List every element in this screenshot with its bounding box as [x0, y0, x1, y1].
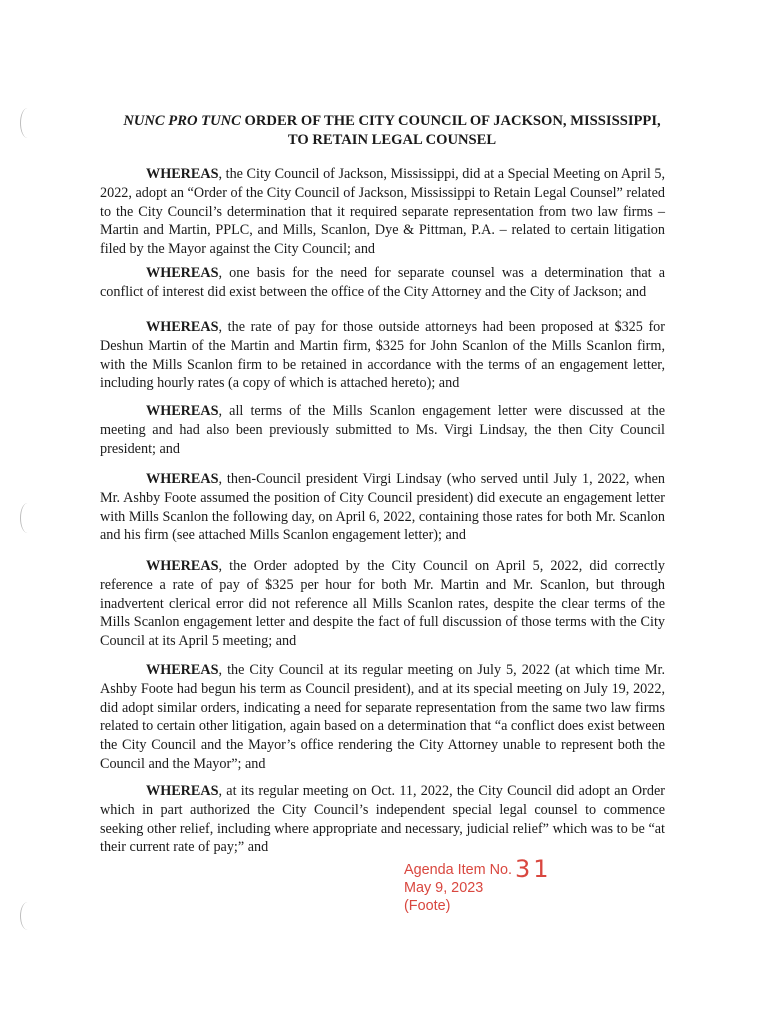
paragraph-text: , the rate of pay for those outside attorneys had been proposed at $325 for Deshun Martin of the Martin and Martin firm, $325 for John Scanlon of the Mills Scanlon firm, with the Mills Scanlon firm to be retained in accordance with the terms of an engagement letter, including hourly rates (a copy of which is attached hereto); and — [100, 319, 665, 392]
whereas-keyword: WHEREAS — [146, 783, 219, 799]
binder-hole-mark — [20, 108, 35, 138]
paragraph-text: , all terms of the Mills Scanlon engagement letter were discussed at the meeting and had also been previously submitted to Ms. Virgi Lindsay, the then City Council president; and — [100, 403, 665, 457]
binder-hole-mark — [20, 503, 35, 533]
binder-hole-mark — [20, 902, 35, 930]
title-rest: ORDER OF THE CITY COUNCIL OF JACKSON, MISSISSIPPI, — [244, 113, 661, 129]
agenda-date: May 9, 2023 — [404, 880, 484, 896]
whereas-keyword: WHEREAS — [146, 166, 219, 182]
whereas-paragraph — [100, 264, 665, 302]
whereas-paragraph — [100, 165, 665, 259]
paragraph-text: , then-Council president Virgi Lindsay (who served until July 1, 2022, when Mr. Ashby Foote assumed the position of City Council president) did execute an engagement letter with Mills Scanlon the following day, on April 6, 2022, containing those rates for both Mr. Scanlon and his firm (see attached Mills Scanlon engagement letter); and — [100, 471, 665, 544]
paragraph-text: , one basis for the need for separate counsel was a determination that a conflict of interest did exist between the office of the City Attorney and the City of Jackson; and — [100, 265, 665, 300]
agenda-stamp — [404, 855, 552, 915]
whereas-keyword: WHEREAS — [146, 403, 219, 419]
title-line2: TO RETAIN LEGAL COUNSEL — [287, 132, 497, 148]
whereas-keyword: WHEREAS — [146, 265, 219, 281]
whereas-paragraph — [100, 557, 665, 651]
whereas-paragraph — [100, 661, 665, 774]
whereas-paragraph — [100, 470, 665, 545]
whereas-keyword: WHEREAS — [146, 471, 219, 487]
whereas-paragraph — [100, 318, 665, 393]
whereas-keyword: WHEREAS — [146, 319, 219, 335]
paragraph-text: , the City Council of Jackson, Mississippi, did at a Special Meeting on April 5, 2022, adopt an “Order of the City Council of Jackson, Mississippi to Retain Legal Counsel” related to the City Council’s determination that it required separate representation from two law firms – Martin and Martin, PPLC, and Mills, Scanlon, Dye & Pittman, P.A. – related to certain litigation filed by the Mayor against the City Council; and — [100, 166, 665, 258]
document-title — [100, 112, 684, 150]
agenda-item-number: 31 — [515, 855, 552, 883]
whereas-paragraph — [100, 782, 665, 857]
title-italic: NUNC PRO TUNC — [123, 113, 241, 129]
agenda-item-label: Agenda Item No. — [404, 862, 512, 878]
agenda-sponsor: (Foote) — [404, 898, 451, 914]
whereas-paragraph — [100, 402, 665, 458]
paragraph-text: , at its regular meeting on Oct. 11, 2022, the City Council did adopt an Order which in part authorized the City Council’s independent special legal counsel to commence seeking other relief, including where appropriate and necessary, judicial relief” which was to be “at their current rate of pay;” and — [100, 783, 665, 856]
paragraph-text: , the City Council at its regular meeting on July 5, 2022 (at which time Mr. Ashby Foote had begun his term as Council president), and at its special meeting on July 19, 2022, did adopt similar orders, indicating a need for separate representation from the same two law firms related to certain other litigation, again based on a determination that “a conflict does exist between the City Council and the Mayor’s office rendering the City Attorney unable to represent both the Council and the Mayor”; and — [100, 662, 665, 772]
paragraph-text: , the Order adopted by the City Council on April 5, 2022, did correctly reference a rate of pay of $325 per hour for both Mr. Martin and Mr. Scanlon, but through inadvertent clerical error did not reference all Mills Scanlon rates, despite the clear terms of the Mills Scanlon engagement letter and despite the fact of full discussion of those terms with the City Council at its April 5 meeting; and — [100, 558, 665, 650]
agenda-item-line — [404, 855, 552, 883]
whereas-keyword: WHEREAS — [146, 662, 219, 678]
whereas-keyword: WHEREAS — [146, 558, 219, 574]
